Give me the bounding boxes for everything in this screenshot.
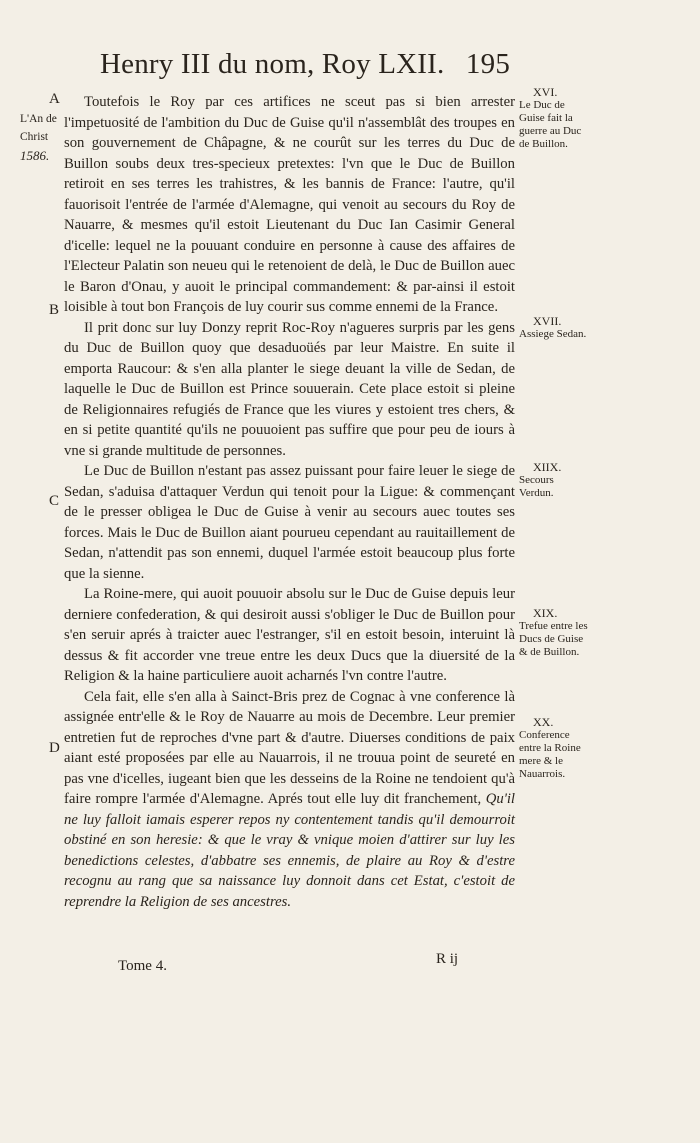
section-letter-c: C (49, 493, 60, 509)
margin-note-text: Le Duc de Guise fait la guerre au Duc de Buillon. (519, 99, 582, 150)
paragraph-1: Toutefois le Roy par ces artifices ne sceut pas si bien arrester l'impetuosité de l'ambition du Duc de Guise qu'il n'assemblât des troupes en son gouvernement de Châpagne, & ne courût sur les terres du Duc de Buillon soubs deux tres-specieux pretextes: l'vn que le Duc de Buillon retiroit en ses terres les trahistres, & les bannis de France: l'autre, qu'il fauorisoit l'entrée de l'armée d'Alemagne, qui venoit au secours du Roy de Nauarre, & mesmes qu'il estoit Lieutenant du Duc Ian Casimir General d'icelle: lequel ne la pouuant conduire en personne à cause des affaires de l'Electeur Palatin son neueu qui le retenoient de delà, le Duc de Buillon auec le Baron d'Onau, y auoit le principal commandement: & par-ainsi il estoit loisible à tout bon François de luy courir sus comme ennemi de la France. (64, 94, 515, 315)
margin-note-xvi (519, 86, 589, 151)
year-label-line-3: 1586. (20, 148, 50, 163)
margin-note-text: Assiege Sedan. (519, 328, 587, 340)
main-text (64, 92, 515, 912)
paragraph-5-text: Cela fait, elle s'en alla à Sainct-Bris prez de Cognac à vne conference là assignée entr'elle & le Roy de Nauarre au mois de Decembre. Leur premier entretien fut de reproches d'vne part & d'autre. Diuerses conditions de paix aiant esté proposées par elle au Nauarrois, il ne trouua point de seureté en pas vne d'icelles, iugeant bien que les desseins de la Roine ne tendoient qu'à faire rompre l'armée d'Alemagne. Aprés tout elle luy dit franchement, (64, 688, 515, 807)
page-number: 195 (465, 48, 511, 80)
margin-note-number: XVII. (533, 314, 562, 328)
paragraph-2: Il prit donc sur luy Donzy reprit Roc-Roy n'agueres surpris par les gens du Duc de Buillon quoy que desaduoüés par leur Maistre. En suite il emporta Raucour: & s'en alla planter le siege deuant la ville de Sedan, de laquelle le Duc de Buillon est Prince souuerain. Cete place estoit si pleine de Religionnaires refugiés de France que les viures y estoient tres chers, & en si petite quantité qu'ils ne pouuoient pas suffire que pour peu de iours à vne si grande multitude de personnes. (64, 319, 515, 459)
margin-note-number: XVI. (533, 85, 558, 99)
running-header (100, 48, 520, 81)
margin-note-text: Secours Verdun. (519, 474, 554, 499)
year-label-line-1: L'An de (20, 113, 57, 125)
paragraph-5 (64, 687, 515, 913)
section-letter-a: A (49, 91, 60, 107)
margin-note-xx (519, 716, 589, 781)
paragraph-4: La Roine-mere, qui auoit pouuoir absolu sur le Duc de Guise depuis leur derniere confederation, & qui desiroit aussi s'obliger le Duc de Buillon pour s'en seruir aprés à traicter auec l'estranger, s'il en estoit besoin, interuint là dessus & fit accorder vne treue entre les deux Ducs que la diuersité de la Religion & la haine particuliere auoit acharnés l'vn contre l'autre. (64, 586, 515, 684)
footer-tome: Tome 4. (118, 958, 167, 974)
signature-mark: R ij (436, 951, 459, 967)
page-title: Henry III du nom, Roy LXII. (100, 48, 445, 80)
margin-note-xix (519, 607, 589, 659)
paragraph-3: Le Duc de Buillon n'estant pas assez puissant pour faire leuer le siege de Sedan, s'aduisa d'attaquer Verdun qui tenoit pour la Ligue: & commençant de le presser obligea le Duc de Guise à venir au secours auec toutes ses forces. Mais le Duc de Buillon aiant pourueu cependant au rauitaillement de Sedan, n'attendit pas son ennemi, duquel l'armée estoit beaucoup plus forte que la sienne. (64, 463, 515, 582)
margin-note-text: Trefue entre les Ducs de Guise & de Buillon. (519, 620, 588, 658)
margin-note-number: XX. (533, 715, 554, 729)
section-letter-d: D (49, 740, 60, 756)
italic-quote: Qu'il ne luy falloit iamais esperer repos ny contentement tandis qu'il demourroit obstiné en son heresie: & que le vray & vnique moien d'attirer sur luy les benedictions celestes, d'abbatre ses ennemis, de plaire au Roy & d'estre recognu au rang que sa naissance luy donnoit dans cet Estat, c'estoit de reprendre la Religion de ses ancestres. (64, 791, 516, 910)
margin-note-text: Conference entre la Roine mere & le Nauarrois. (519, 729, 581, 780)
margin-note-xvii (519, 315, 589, 341)
section-letter-b: B (49, 302, 60, 318)
margin-note-number: XIX. (533, 606, 558, 620)
year-label-line-2: Christ (20, 131, 49, 143)
margin-note-xiix (519, 461, 589, 500)
margin-note-number: XIIX. (533, 460, 562, 474)
